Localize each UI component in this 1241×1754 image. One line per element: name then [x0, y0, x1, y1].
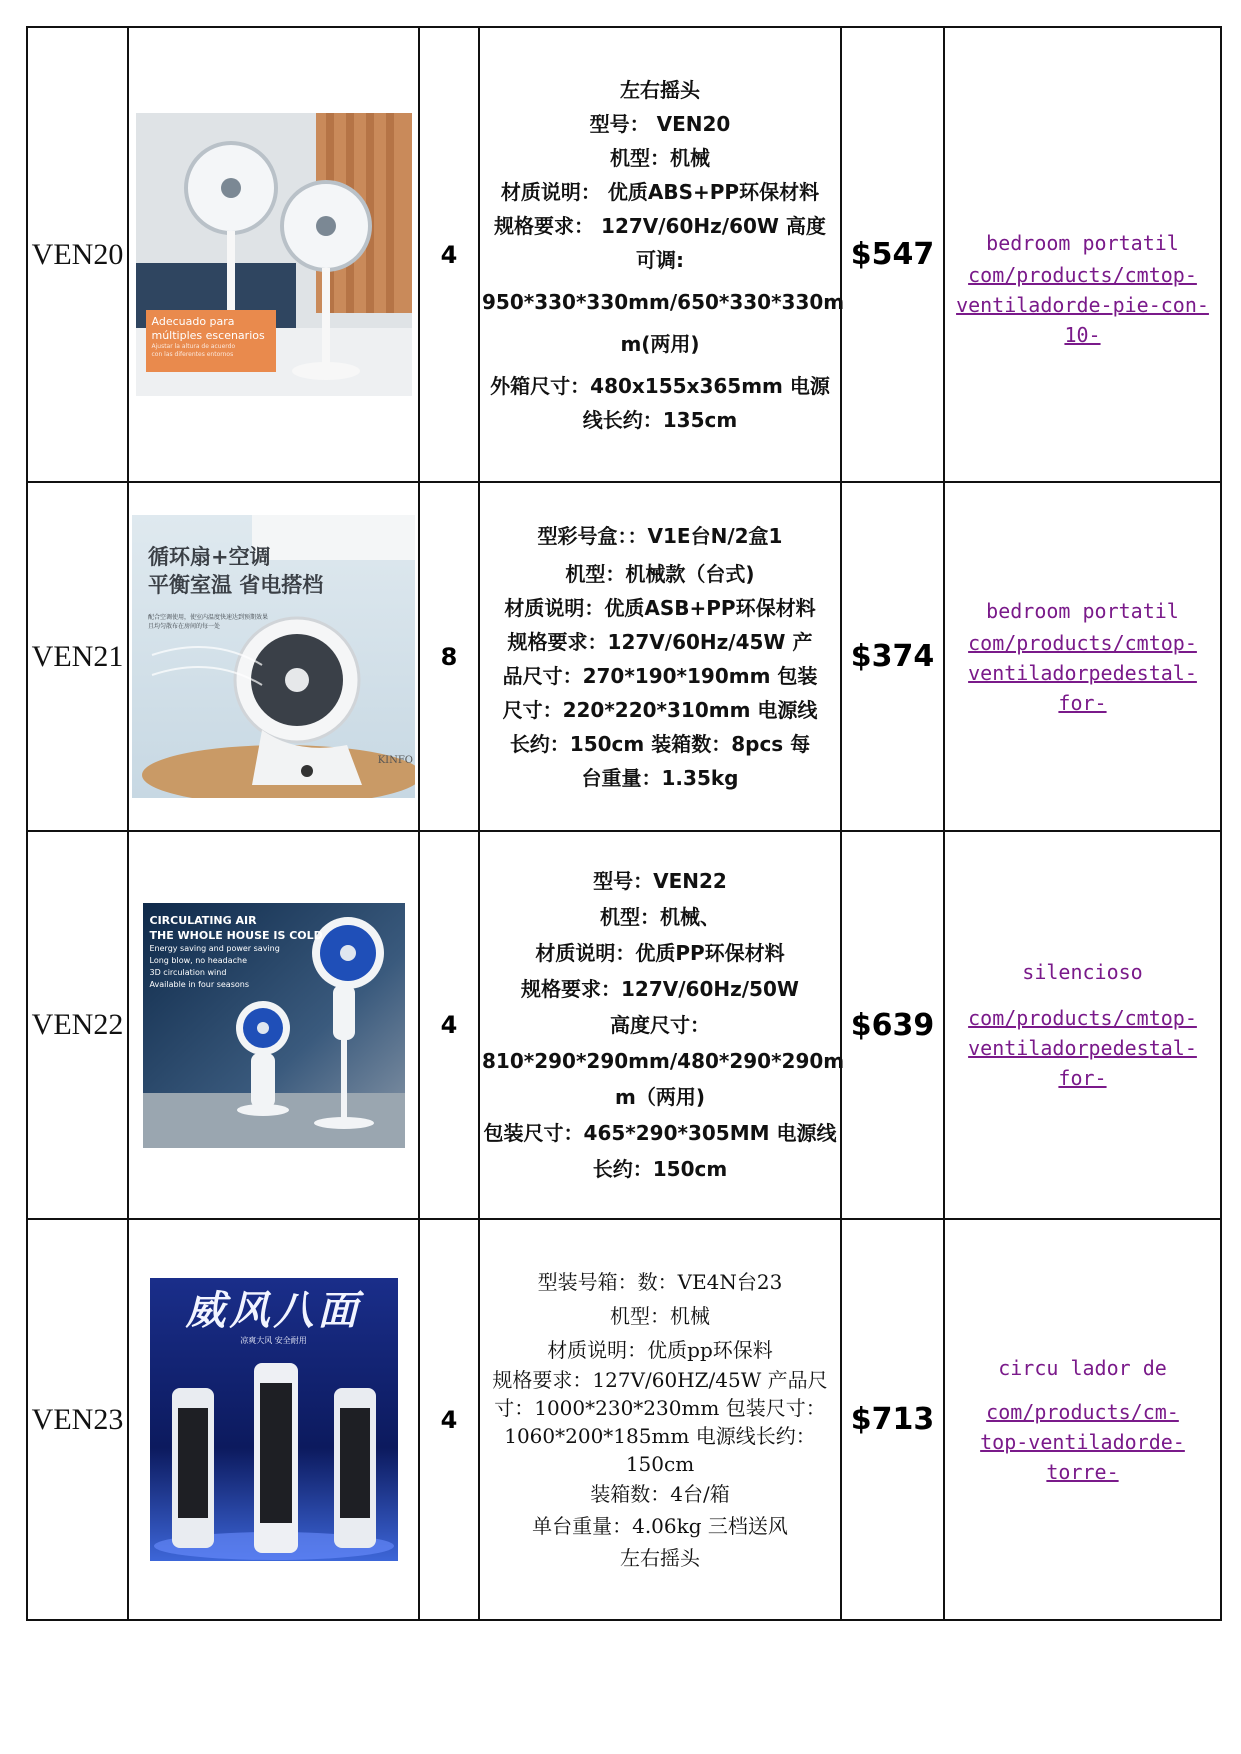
- product-image: [132, 515, 415, 798]
- desc-line: 长约：150cm: [592, 1157, 728, 1181]
- desc-line: 机型：机械: [610, 1303, 710, 1328]
- image-caption: Ajustar la altura de acuerdo: [151, 343, 236, 350]
- desc-line: 规格要求：127V/60Hz/45W 产: [507, 629, 813, 654]
- link-line[interactable]: com/products/cm-: [986, 1399, 1179, 1424]
- desc-line: 台重量：1.35kg: [581, 765, 739, 790]
- desc-line: 可调:: [636, 247, 684, 272]
- quantity: 4: [419, 27, 479, 482]
- desc-line: 型号：VEN22: [593, 869, 727, 893]
- desc-line: 型装号箱：数：VE4N台23: [537, 1269, 783, 1294]
- quantity: 8: [419, 482, 479, 831]
- image-caption: Available in four seasons: [149, 979, 249, 989]
- image-caption: 且均匀散布在房间的每一处: [148, 623, 221, 630]
- link-title: circu lador de: [998, 1355, 1167, 1380]
- product-code: VEN22: [27, 831, 128, 1219]
- product-table: [26, 26, 1222, 1621]
- price: $713: [841, 1219, 944, 1620]
- desc-line: 规格要求：127V/60Hz/50W: [521, 977, 799, 1001]
- desc-line: 型号： VEN20: [589, 111, 731, 136]
- desc-line: 外箱尺寸：480x155x365mm 电源: [490, 373, 830, 398]
- link-title: bedroom portatil: [986, 231, 1179, 255]
- table-row: [27, 1219, 1221, 1620]
- link-cell: [944, 1219, 1221, 1620]
- link-line[interactable]: 10-: [1064, 323, 1101, 347]
- description: [480, 1266, 840, 1574]
- description-cell: [479, 27, 845, 482]
- description: [480, 73, 845, 437]
- desc-line: 品尺寸：270*190*190mm 包装: [502, 663, 818, 688]
- image-headline: 威风八面: [185, 1287, 362, 1334]
- image-caption: Adecuado para: [151, 315, 235, 328]
- link-title: bedroom portatil: [986, 598, 1179, 623]
- desc-line: m（两用): [615, 1085, 705, 1109]
- desc-line: 线长约：135cm: [582, 407, 738, 432]
- image-headline: 循环扇+空调: [148, 545, 271, 569]
- description: [480, 519, 840, 795]
- product-image-cell: [128, 27, 419, 482]
- desc-line: 机型：机械、: [600, 905, 720, 929]
- quantity: 4: [419, 831, 479, 1219]
- quantity: 4: [419, 1219, 479, 1620]
- product-link[interactable]: [945, 957, 1220, 1093]
- product-image-cell: [128, 831, 419, 1219]
- desc-line: 规格要求： 127V/60Hz/60W 高度: [494, 213, 826, 238]
- table-row: [27, 482, 1221, 831]
- product-code: VEN21: [27, 482, 128, 831]
- image-headline: 平衡室温 省电搭档: [148, 573, 324, 597]
- product-code: VEN23: [27, 1219, 128, 1620]
- desc-line: 装箱数：4台/箱: [590, 1481, 730, 1506]
- description-cell: [479, 831, 845, 1219]
- link-cell: [944, 482, 1221, 831]
- link-cell: [944, 27, 1221, 482]
- desc-line: 材质说明： 优质ABS+PP环保材料: [500, 179, 820, 204]
- table-row: [27, 27, 1221, 482]
- product-image-cell: [128, 1219, 419, 1620]
- image-caption: 3D circulation wind: [149, 967, 227, 977]
- desc-line: 高度尺寸：: [610, 1013, 710, 1037]
- product-code: VEN20: [27, 27, 128, 482]
- desc-line: 包装尺寸：465*290*305MM 电源线: [483, 1121, 837, 1145]
- desc-line: 950*330*330mm/650*330*330m: [482, 289, 845, 314]
- desc-line: 810*290*290mm/480*290*290m: [482, 1049, 845, 1073]
- table-row: [27, 831, 1221, 1219]
- description-cell: [479, 482, 841, 831]
- link-line[interactable]: ventiladorpedestal-for-: [968, 660, 1197, 715]
- price: $639: [841, 831, 944, 1219]
- description: [480, 863, 845, 1187]
- image-caption: múltiples escenarios: [151, 329, 265, 342]
- image-caption: 配合空调使用，使室内温度快速达到预期效果: [148, 614, 269, 621]
- desc-line: 1060*200*185mm 电源线长约：: [504, 1423, 816, 1448]
- desc-line: 规格要求：127V/60HZ/45W 产品尺: [492, 1367, 828, 1392]
- desc-line: 机型：机械款（台式): [565, 561, 755, 586]
- image-caption: 凉爽大风 安全耐用: [240, 1336, 307, 1345]
- image-caption: con las diferentes entornos: [151, 351, 234, 358]
- desc-line: 寸：1000*230*230mm 包装尺寸：: [494, 1395, 826, 1420]
- product-link[interactable]: [945, 228, 1220, 350]
- link-title: silencioso: [1022, 960, 1143, 984]
- desc-line: 尺寸：220*220*310mm 电源线: [502, 697, 818, 722]
- price: $374: [841, 482, 944, 831]
- link-line[interactable]: ventiladorpedestal-for-: [968, 1036, 1197, 1090]
- image-caption: Long blow, no headache: [149, 955, 247, 965]
- image-caption: Energy saving and power saving: [149, 943, 280, 953]
- desc-line: m(两用): [620, 331, 700, 356]
- image-brand: KINFO: [377, 755, 413, 766]
- description-cell: [479, 1219, 841, 1620]
- link-line[interactable]: com/products/cmtop-: [968, 263, 1197, 287]
- desc-line: 型彩号盒：：V1E台N/2盒1: [537, 523, 783, 548]
- price: $547: [841, 27, 944, 482]
- desc-line: 单台重量：4.06kg 三档送风: [532, 1513, 788, 1538]
- link-line[interactable]: ventiladorde-pie-con-: [956, 293, 1209, 317]
- image-headline: CIRCULATING AIR: [149, 913, 257, 927]
- desc-line: 机型：机械: [610, 145, 710, 170]
- product-image-cell: [128, 482, 419, 831]
- desc-line: 材质说明：优质pp环保料: [547, 1337, 773, 1362]
- link-line[interactable]: top-ventiladorde-torre-: [980, 1429, 1185, 1484]
- link-line[interactable]: com/products/cmtop-: [968, 1006, 1197, 1030]
- desc-line: 左右摇头: [620, 1545, 700, 1570]
- product-link[interactable]: [945, 596, 1220, 718]
- desc-line: 左右摇头: [620, 77, 700, 102]
- product-image: [143, 903, 405, 1148]
- product-image: [136, 113, 412, 396]
- desc-line: 材质说明：优质PP环保材料: [535, 941, 785, 965]
- desc-line: 150cm: [625, 1451, 695, 1476]
- product-image: [150, 1278, 398, 1561]
- desc-line: 长约：150cm 装箱数：8pcs 每: [509, 731, 811, 756]
- link-line[interactable]: com/products/cmtop-: [968, 630, 1197, 655]
- product-link[interactable]: [945, 1353, 1220, 1487]
- link-cell: [944, 831, 1221, 1219]
- image-headline: THE WHOLE HOUSE IS COLD: [149, 928, 323, 942]
- desc-line: 材质说明：优质ASB+PP环保材料: [504, 595, 816, 620]
